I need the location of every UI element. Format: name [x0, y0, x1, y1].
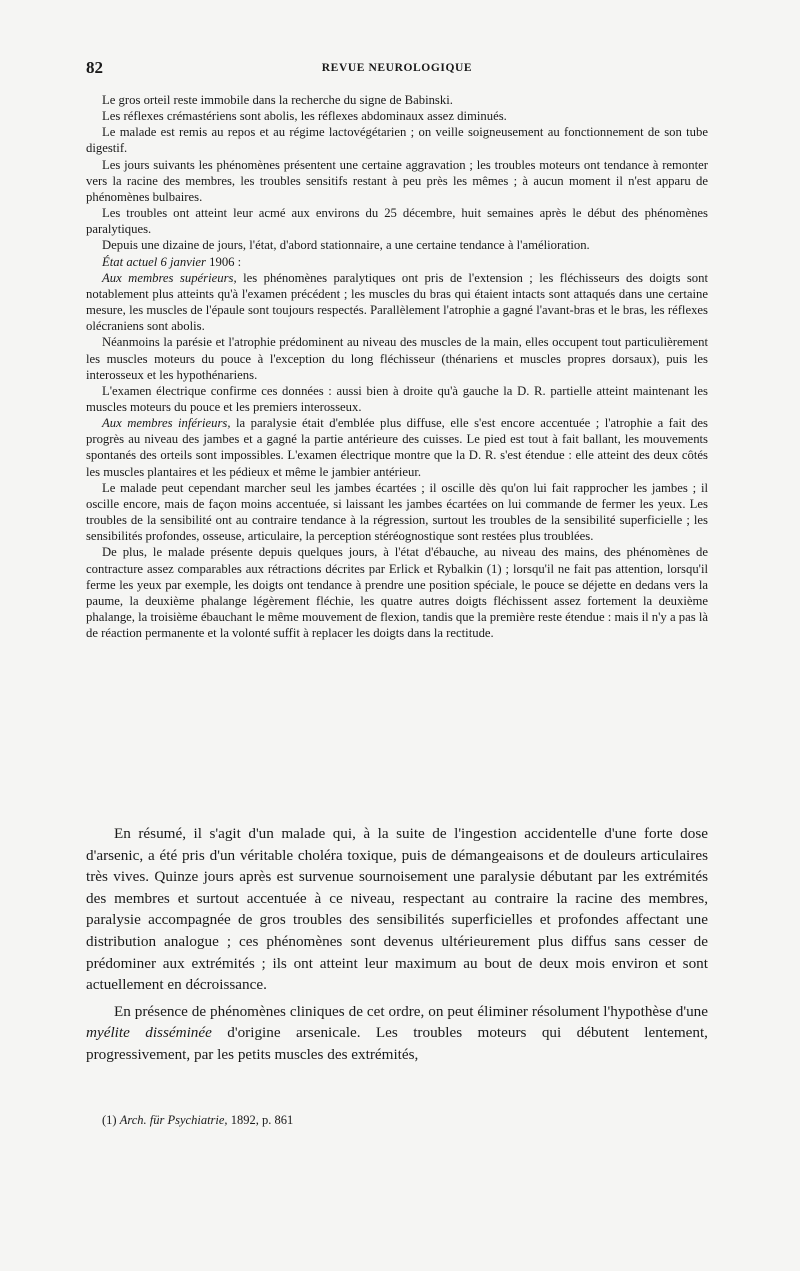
paragraph: Le malade est remis au repos et au régime lactovégétarien ; on veille soigneusement au fonctionnement de son tube digestif.	[86, 125, 708, 156]
case-report-text	[86, 92, 708, 641]
page-number: 82	[86, 58, 103, 77]
footnote-number: (1)	[102, 1113, 117, 1127]
membres-superieurs-label: Aux membres supérieurs,	[102, 270, 237, 285]
etat-actuel-heading	[86, 254, 708, 270]
paragraph: Les troubles ont atteint leur acmé aux environs du 25 décembre, huit semaines après le début des phénomènes paralytiques.	[86, 206, 708, 237]
paragraph: Le malade peut cependant marcher seul les jambes écartées ; il oscille dès qu'on lui fait rapprocher les jambes ; il oscille encore, mais de façon moins accentuée, si laissant les jambes écartées on lui commande de fermer les yeux. Les troubles de la sensibilité ont au contraire tendance à la régression, surtout les troubles de la sensibilité superficielle ; les sensibilités profondes, osseuse, articulaire, la perception stéréognostique sont restées plus troublées.	[86, 480, 708, 544]
page-header	[86, 58, 708, 78]
membres-superieurs-text: les phénomènes paralytiques ont pris de l'extension ; les fléchisseurs des doigts sont notablement plus atteints qu'à l'examen précédent ; les muscles du bras qui étaient intacts sont attaqués dans une certaine mesure, les muscles de l'épaule sont toujours respectés. Parallèlement l'atrophie a gagné l'avant-bras et le bras, les réflexes olécraniens sont abolis.	[86, 270, 708, 334]
membres-inferieurs-label: Aux membres inférieurs,	[102, 416, 231, 431]
paragraph: De plus, le malade présente depuis quelques jours, à l'état d'ébauche, au niveau des mains, des phénomènes de contracture assez comparables aux rétractions décrites par Erlick et Rybalkin (1) ; lorsqu'il ne fait pas attention, lorsqu'il ferme les yeux par exemple, les doigts ont tendance à prendre une position spéciale, le pouce se déjette en dedans vers la paume, la deuxième phalange légèrement fléchie, les quatre autres doigts fléchissent assez fortement la deuxième phalange, la troisième ébauchant le même mouvement de flexion, tandis que la première reste étendue : mais il n'y a pas là de réaction permanente et la volonté suffit à replacer les doigts dans la rectitude.	[86, 545, 708, 641]
presence-text-before: En présence de phénomènes cliniques de cet ordre, on peut éliminer résolument l'hypothèse d'une	[114, 1002, 708, 1020]
etat-actuel-label: État actuel 6 janvier	[102, 254, 206, 269]
paragraph: Néanmoins la parésie et l'atrophie prédominent au niveau des muscles de la main, elles occupent tout particulièrement les muscles moteurs du pouce à l'exception du long fléchisseur (thénariens et muscles propres dorsaux), puis les interosseux et les hypothénariens.	[86, 335, 708, 382]
paragraph-membres-inferieurs	[86, 415, 708, 480]
footnote	[102, 1112, 702, 1128]
etat-actuel-year: 1906	[209, 254, 235, 269]
paragraph: Les jours suivants les phénomènes présentent une certaine aggravation ; les troubles moteurs ont tendance à remonter vers la racine des membres, les troubles sensitifs restant à peu près les mêmes ; à aucun moment il n'est apparu de phénomènes bulbaires.	[86, 157, 708, 204]
paragraph: Depuis une dizaine de jours, l'état, d'abord stationnaire, a une certaine tendance à l'amélioration.	[102, 238, 590, 253]
footnote-source: Arch. für Psychiatrie,	[119, 1113, 228, 1127]
paragraph-resume: En résumé, il s'agit d'un malade qui, à la suite de l'ingestion accidentelle d'une forte dose d'arsenic, a été pris d'un véritable choléra toxique, puis de démangeaisons et de douleurs articulaires très vives. Quinze jours après est survenue sournoisement une paralysie débutant par les extrémités des membres et surtout accentuée à ce niveau, respectant au contraire la racine des membres, paralysie accompagnée de gros troubles des sensibilités superficielles et profondes affectant une distribution analogue ; ces phénomènes sont devenus ultérieurement plus diffus sans cesser de prédominer aux extrémités ; ils ont atteint leur maximum au bout de deux mois environ et sont actuellement en décroissance.	[86, 825, 708, 994]
discussion-text	[86, 823, 708, 1071]
etat-actuel-suffix: :	[234, 254, 242, 269]
running-head: REVUE NEUROLOGIQUE	[321, 62, 473, 74]
paragraph: L'examen électrique confirme ces données : aussi bien à droite qu'à gauche la D. R. partielle atteint maintenant les muscles moteurs du pouce et les premiers interosseux.	[86, 383, 708, 414]
presence-emphasis: myélite disséminée	[86, 1024, 212, 1042]
footnote-details: 1892, p. 861	[227, 1113, 294, 1127]
paragraph-membres-superieurs	[86, 270, 708, 335]
presence-text-after: d'origine arsenicale. Les troubles moteurs qui débutent lentement, progressivement, par les petits muscles des extrémités,	[86, 1024, 708, 1063]
paragraph: Les réflexes crémastériens sont abolis, les réflexes abdominaux assez diminués.	[102, 109, 507, 124]
membres-inferieurs-text: la paralysie était d'emblée plus diffuse, elle s'est encore accentuée ; l'atrophie a fait des progrès au niveau des jambes et a gagné la partie antérieure des cuisses. Le pied est tout à fait ballant, les mouvements spontanés des orteils sont impossibles. L'examen électrique montre que la D. R. s'est étendue : elle atteint des deux côtés les muscles plantaires et les pédieux et même le jambier antérieur.	[86, 416, 708, 479]
paragraph: Le gros orteil reste immobile dans la recherche du signe de Babinski.	[102, 93, 453, 107]
paragraph-presence	[86, 1001, 708, 1066]
